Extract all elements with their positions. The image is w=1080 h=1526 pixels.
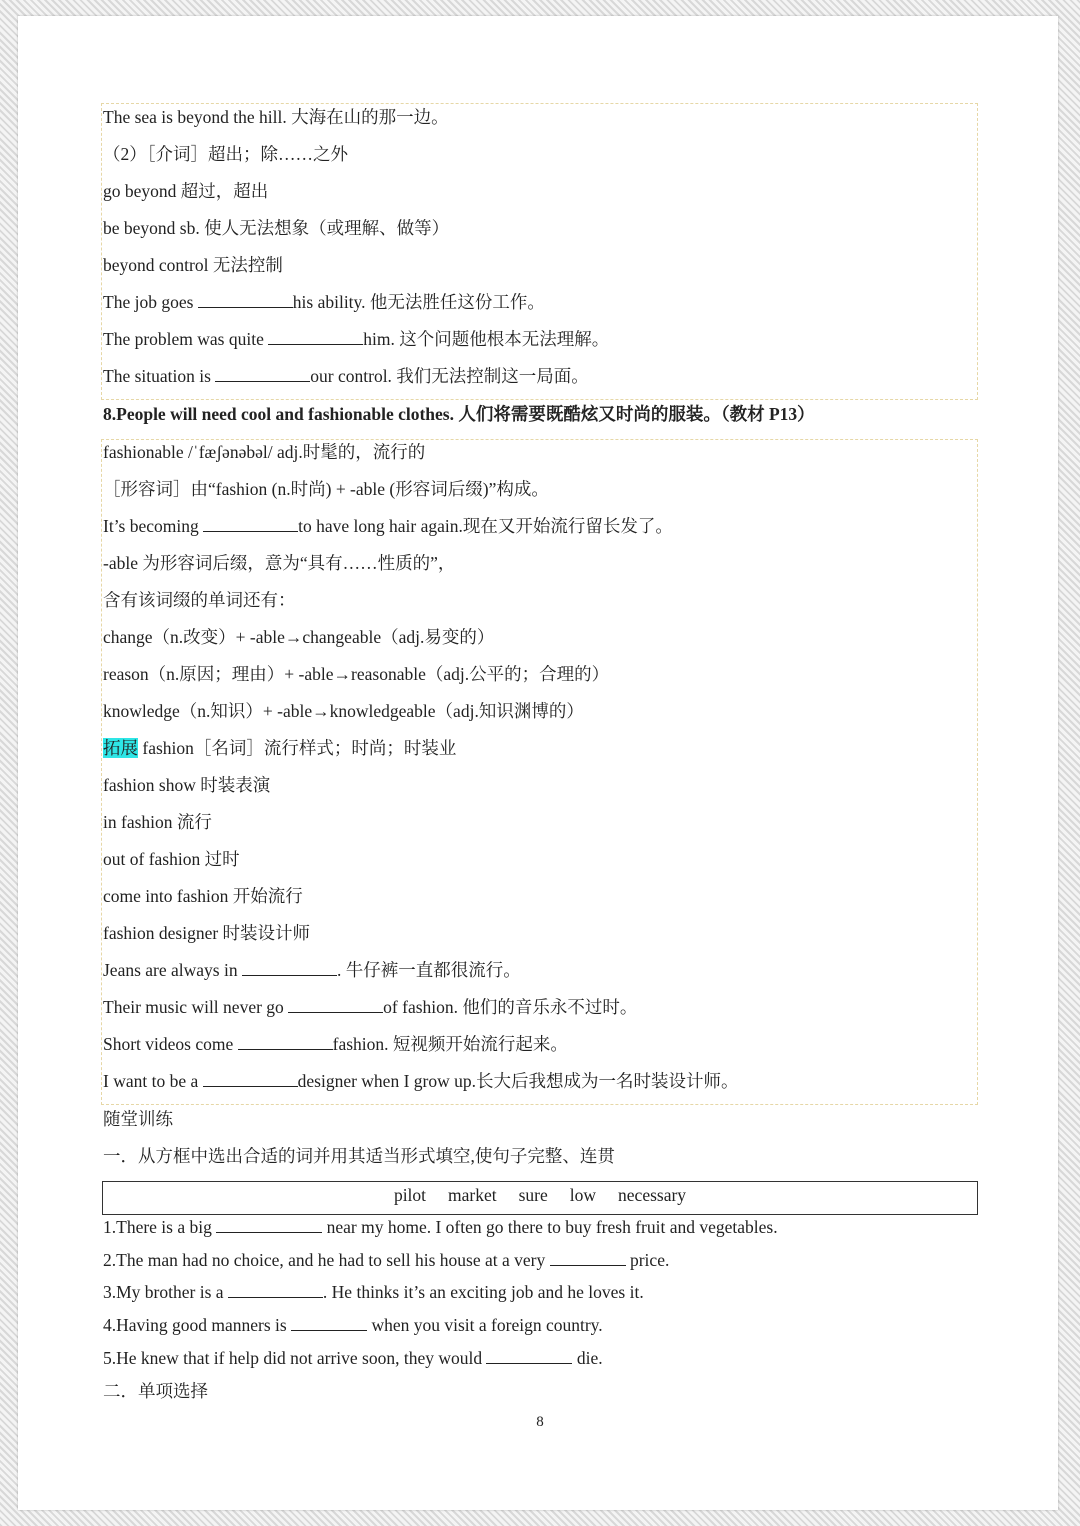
extension-line: 拓展 fashion［名词］流行样式；时尚；时装业 — [103, 738, 457, 758]
blank[interactable] — [203, 1072, 298, 1087]
blank[interactable] — [268, 330, 363, 345]
blank[interactable] — [242, 961, 337, 976]
question-2: 2.The man had no choice, and he had to sell his house at a very price. — [103, 1250, 670, 1270]
phrase-line: come into fashion 开始流行 — [103, 886, 303, 906]
phrase-line: in fashion 流行 — [103, 812, 212, 832]
exercise-line: I want to be a designer when I grow up.长大后我想成为一名时装设计师。 — [103, 1071, 739, 1091]
phrase-line: fashion show 时装表演 — [103, 775, 271, 795]
question-3: 3.My brother is a . He thinks it’s an exciting job and he loves it. — [103, 1282, 644, 1302]
note-line: -able 为形容词后缀，意为“具有……性质的”， — [103, 553, 456, 573]
part-one-heading: 一．从方框中选出合适的词并用其适当形式填空,使句子完整、连贯 — [103, 1146, 615, 1166]
word-bank-item: market — [448, 1185, 497, 1205]
exercise-line: The problem was quite him. 这个问题他根本无法理解。 — [103, 329, 610, 349]
phrase-line: fashion designer 时装设计师 — [103, 923, 311, 943]
blank[interactable] — [291, 1316, 367, 1331]
exercise-line: The situation is our control. 我们无法控制这一局面。 — [103, 366, 589, 386]
practice-heading: 随堂训练 — [103, 1109, 173, 1129]
word-formation-line: change（n.改变）+ -able→changeable（adj.易变的） — [103, 627, 495, 647]
blank[interactable] — [216, 1218, 322, 1233]
example-line: The sea is beyond the hill. 大海在山的那一边。 — [103, 107, 449, 127]
blank[interactable] — [203, 517, 298, 532]
exercise-line: Jeans are always in . 牛仔裤一直都很流行。 — [103, 960, 521, 980]
extension-tag: 拓展 — [103, 738, 138, 758]
phrase-line: go beyond 超过，超出 — [103, 181, 269, 201]
blank[interactable] — [238, 1035, 333, 1050]
word-bank-item: pilot — [393, 1185, 427, 1205]
word-bank — [102, 1181, 978, 1215]
section-heading: 8.People will need cool and fashionable clothes. 人们将需要既酷炫又时尚的服装。（教材 P13） — [103, 404, 815, 424]
blank[interactable] — [288, 998, 383, 1013]
exercise-line: The job goes his ability. 他无法胜任这份工作。 — [103, 292, 545, 312]
question-1: 1.There is a big near my home. I often go there to buy fresh fruit and vegetables. — [103, 1217, 778, 1237]
exercise-line: Their music will never go of fashion. 他们的音乐永不过时。 — [103, 997, 638, 1017]
note-line: 含有该词缀的单词还有： — [103, 590, 296, 610]
definition-line: fashionable /ˈfæʃənəbəl/ adj.时髦的，流行的 — [103, 442, 426, 462]
word-formation-line: reason（n.原因；理由）+ -able→reasonable（adj.公平的；合理的） — [103, 664, 610, 684]
word-bank-item: sure — [518, 1185, 548, 1205]
blank[interactable] — [486, 1349, 572, 1364]
blank[interactable] — [215, 367, 310, 382]
exercise-line: It’s becoming to have long hair again.现在又开始流行留长发了。 — [103, 516, 673, 536]
exercise-line: Short videos come fashion. 短视频开始流行起来。 — [103, 1034, 568, 1054]
phrase-line: beyond control 无法控制 — [103, 255, 283, 275]
blank[interactable] — [198, 293, 293, 308]
definition-line: （2）［介词］超出；除……之外 — [103, 144, 348, 164]
question-5: 5.He knew that if help did not arrive soon, they would die. — [103, 1348, 603, 1368]
part-two-heading: 二．单项选择 — [103, 1381, 208, 1401]
word-bank-item: necessary — [618, 1185, 687, 1205]
phrase-line: out of fashion 过时 — [103, 849, 240, 869]
blank[interactable] — [228, 1283, 323, 1298]
blank[interactable] — [550, 1251, 626, 1266]
phrase-line: be beyond sb. 使人无法想象（或理解、做等） — [103, 218, 450, 238]
word-bank-item: low — [569, 1185, 597, 1205]
definition-line: ［形容词］由“fashion (n.时尚) + -able (形容词后缀)”构成。 — [103, 479, 549, 499]
word-formation-line: knowledge（n.知识）+ -able→knowledgeable（adj.知识渊博的） — [103, 701, 584, 721]
page-number: 8 — [536, 1414, 544, 1430]
question-4: 4.Having good manners is when you visit a foreign country. — [103, 1315, 603, 1335]
